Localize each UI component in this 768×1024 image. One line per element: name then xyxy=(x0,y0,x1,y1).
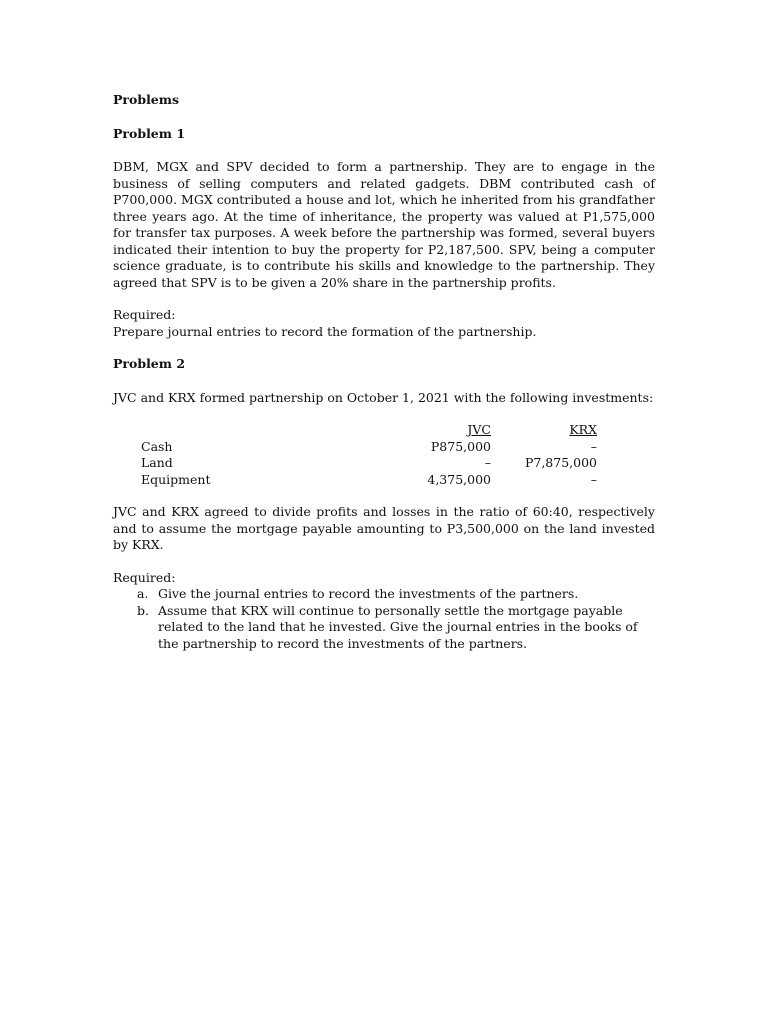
list-marker: a. xyxy=(137,586,149,601)
list-item xyxy=(113,586,655,603)
header-jvc: JVC xyxy=(467,422,491,437)
investments-table xyxy=(141,422,597,488)
document-title: Problems xyxy=(113,92,180,107)
jvc-value: 4,375,000 xyxy=(427,471,491,487)
list-marker: b. xyxy=(137,602,149,618)
problem-2-required-label: Required: xyxy=(113,569,176,585)
investments-header-row xyxy=(141,422,597,439)
problem-1-body: DBM, MGX and SPV decided to form a partnership. They are to engage in the business of selling computers and related gadgets. DBM contributed cash of P700,000. MGX contributed a house and lot, which he inherited from his grandfather three years ago. At the time of inheritance, the property was valued at P1,575,000 for transfer tax purposes. A week before the partnership was formed, several buyers indicated their intention to buy the property for P2,187,500. SPV, being a computer science graduate, is to contribute his skills and knowledge to the partnership. They agreed that SPV is to be given a 20% share in the partnership profits. xyxy=(113,159,655,290)
list-item-text: Assume that KRX will continue to personally settle the mortgage payable related to the land that he invested. Give the journal entries in the books of the partnership to record the investments of the partners. xyxy=(158,602,638,651)
problem-2-required-list xyxy=(113,586,655,652)
header-blank xyxy=(141,422,371,439)
problem-1-required-label: Required: xyxy=(113,307,176,322)
table-row xyxy=(141,472,597,489)
problem-1-heading: Problem 1 xyxy=(113,125,186,141)
krx-value: P7,875,000 xyxy=(524,455,597,470)
jvc-value: – xyxy=(484,455,491,470)
list-item-text: Give the journal entries to record the investments of the partners. xyxy=(158,586,579,601)
row-label: Land xyxy=(141,455,173,470)
problem-1-required-text: Prepare journal entries to record the formation of the partnership. xyxy=(113,323,537,339)
jvc-value: P875,000 xyxy=(430,438,491,454)
row-label: Cash xyxy=(141,438,173,454)
problem-2-agreement: JVC and KRX agreed to divide profits and losses in the ratio of 60:40, respectively and to assume the mortgage payable amounting to P3,500,000 on the land invested by KRX. xyxy=(113,504,655,552)
row-label: Equipment xyxy=(141,471,211,487)
list-item xyxy=(113,603,655,653)
problem-2-intro: JVC and KRX formed partnership on October 1, 2021 with the following investments: xyxy=(113,389,654,405)
table-row xyxy=(141,455,597,472)
krx-value: – xyxy=(590,471,597,487)
krx-value: – xyxy=(590,438,597,454)
document-page xyxy=(113,92,655,652)
table-row xyxy=(141,439,597,456)
problem-2-heading: Problem 2 xyxy=(113,356,186,371)
header-krx: KRX xyxy=(569,422,597,437)
